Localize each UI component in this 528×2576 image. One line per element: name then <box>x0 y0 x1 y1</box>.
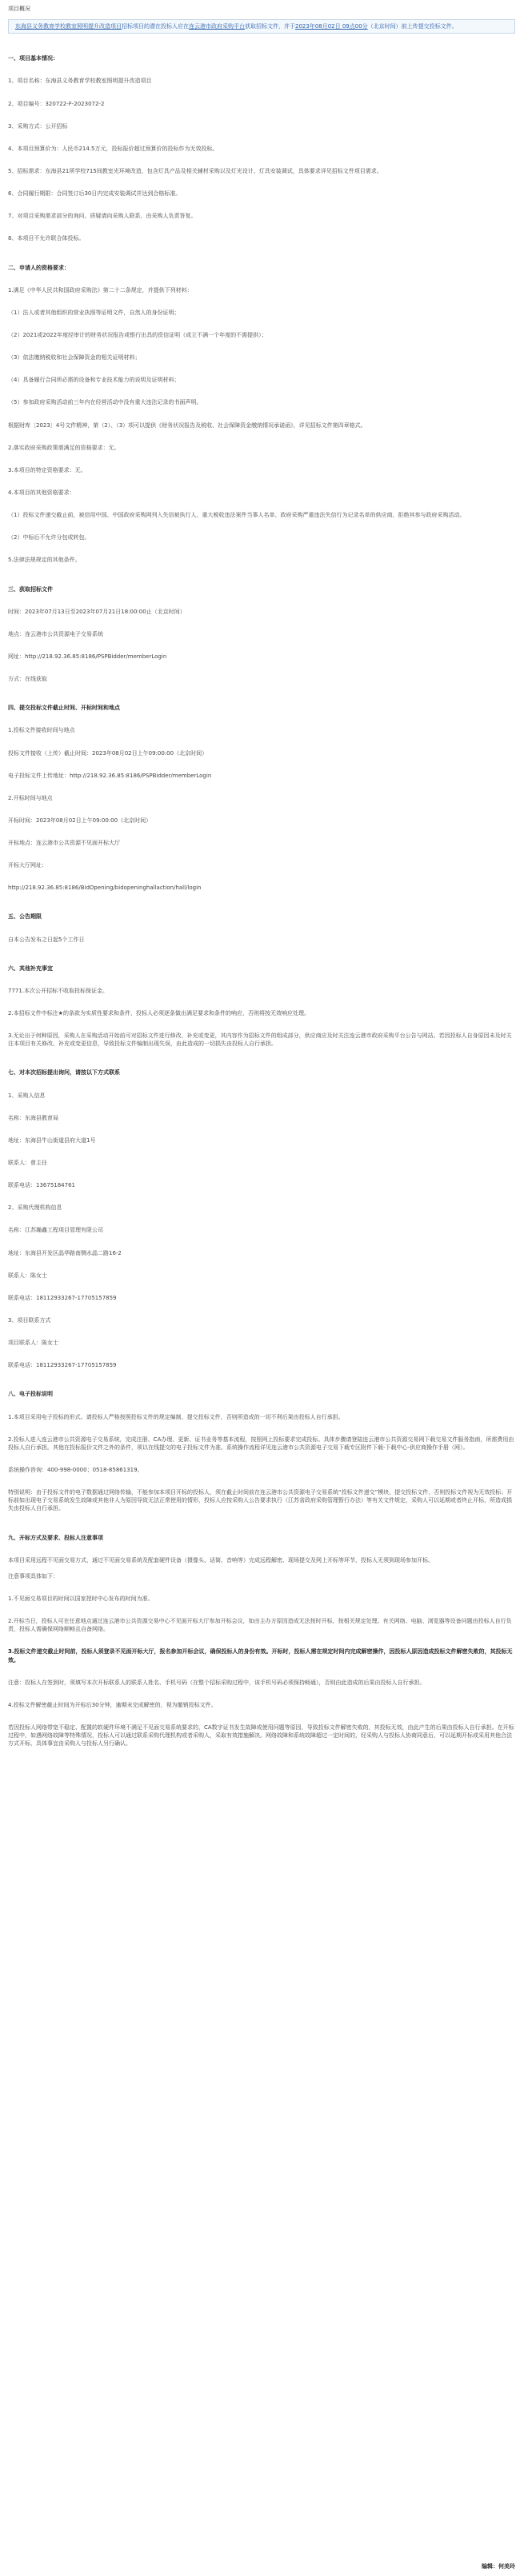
section-period: 五、公告期限 <box>8 913 42 921</box>
paragraph: 1、项目名称：东海县义务教育学校教室照明提升改造项目 <box>8 78 152 85</box>
paragraph: 1.投标文件接收时间与地点 <box>8 727 75 734</box>
paragraph: 3、项目联系方式 <box>8 1317 51 1324</box>
paragraph: 开标时间：2023年08月02日上午09:00:00（北京时间） <box>8 817 152 824</box>
paragraph: （1）法人或者其他组织的营业执照等证明文件，自然人的身份证明； <box>8 309 180 316</box>
paragraph: 投标文件接收（上传）截止时间：2023年08月02日上午09:00:00（北京时间） <box>8 749 208 757</box>
overview-text: （北京时间）前上传提交投标文件。 <box>367 23 458 30</box>
paragraph: 2.开标时间与地点 <box>8 794 53 801</box>
paragraph: 6、合同履行期限：合同签订后30日内完成安装调试并达到合格标准。 <box>8 190 182 198</box>
paragraph: 地址：东海县牛山街道县府大道1号 <box>8 1136 96 1144</box>
paragraph: 联系电话：18112933267-17705157859 <box>8 1362 117 1369</box>
paragraph: （4）具备履行合同所必需的设备和专业技术能力的说明及证明材料； <box>8 377 180 384</box>
paragraph: 若因投标人网络带宽不稳定、配置的软硬件环境不满足不见面交易系统要求的，CA数字证书发生故障或使用问题等原因，导致投标文件解密失败的，其投标无效，由此产生的后果由投标人自行承担。在开标过程中，如遇网络故障等特殊情况，投标人可以通过联系采购代理机构或者采购人，采取有效措施解决。网络故障和系统故障超过一定时间的，经采购人与投标人协商同意后，可以延期开标或采用其他合法方式开标，具体事宜由采购人与投标人另行确认。 <box>8 1723 514 1747</box>
paragraph: （5）参加政府采购活动前三年内在经营活动中没有重大违法记录的书面声明。 <box>8 399 202 406</box>
overview-text: 招标项目的潜在投标人应在 <box>122 23 189 30</box>
paragraph: 根据财库〔2023〕4号文件精神，第（2）、（3）项可以提供《财务状况报告及税收、社会保障资金缴纳情况承诺函》，详见招标文件第四章格式。 <box>8 421 366 429</box>
editor-credit: 编辑：何美玲 <box>482 2563 515 2570</box>
paragraph: 地点：连云港市公共资源电子交易系统 <box>8 630 103 637</box>
paragraph: 地址：东海县开发区晶华路南侧水晶二路16-2 <box>8 1249 122 1256</box>
paragraph: （3）依法缴纳税收和社会保障资金的相关证明材料； <box>8 354 141 361</box>
overview-box <box>8 19 515 34</box>
paragraph-emphasis: 3.投标文件递交截止时间前，投标人须登录不见面开标大厅，报名参加开标会议，确保投标人的身份有效。开标时，投标人需在规定时间内完成解密操作，因投标人原因造成投标文件解密失败的，其投标无效。 <box>8 1648 513 1663</box>
section-obtain-docs: 三、获取招标文件 <box>8 585 53 593</box>
hall-url: http://218.92.36.85:8186/BidOpening/bidopeninghallaction/hall/login <box>8 885 202 892</box>
paragraph: 2、项目编号：320722-F-2023072-2 <box>8 100 105 107</box>
paragraph: 5.法律法规规定的其他条件。 <box>8 557 81 564</box>
paragraph: 联系电话：18112933267-17705157859 <box>8 1294 117 1301</box>
paragraph: 联系人：陈女士 <box>8 1272 47 1279</box>
paragraph: 注意：投标人在签到时，须填写本次开标联系人的联系人姓名、手机号码（在整个招标采购过程中，该手机号码必须保持畅通），否则由此造成的后果由投标人自行承担。 <box>8 1679 426 1686</box>
paragraph: 项目联系人：陈女士 <box>8 1340 58 1347</box>
paragraph: 1.本项目采用电子投标的形式。请投标人严格按照投标文件的规定编制、提交投标文件，否则所造成的一切不利后果由投标人自行承担。 <box>8 1413 344 1420</box>
paragraph: 联系电话：13675184761 <box>8 1182 75 1189</box>
overview-text: 获取招标文件，并于 <box>245 23 295 30</box>
paragraph: 本项目采用远程不见面交易方式，通过不见面交易系统及配套硬件设备（摄像头、话筒、音响等）完成远程解密、现场提交及网上开标等环节，投标人无须到现场参加开标。 <box>8 1556 434 1564</box>
paragraph: 开标大厅网址： <box>8 862 47 869</box>
section-qualification: 二、申请人的资格要求： <box>8 264 70 271</box>
paragraph: 网址：http://218.92.36.85:8186/PSPBidder/memberLogin <box>8 653 167 660</box>
paragraph: （1）投标文件递交截止前，被信用中国、中国政府采购网列入失信被执行人、重大税收违法案件当事人名单、政府采购严重违法失信行为记录名单的供应商，拒绝其参与政府采购活动。 <box>8 512 466 519</box>
section-basic-info: 一、项目基本情况： <box>8 55 58 62</box>
paragraph: 特别说明：由于投标文件的电子数据通过网络传输，不能参加本项目开标的投标人，须在截止时间前在连云港市公共资源电子交易系统“投标文件递交”模块，提交投标文件，否则投标文件视为无效投标；开标前如出现电子交易系统发生故障或其他非人为原因导致无法正常使用的情形，投标人应按采购人公告要求执行（江苏省政府采购管理暂行办法）等有关文件规定，采购人可以延期或者终止开标，所造成损失由投标人自行承担。 <box>8 1489 513 1512</box>
paragraph: 4、本项目预算价为：人民币214.5万元，投标报价超过预算价的投标作为无效投标。 <box>8 145 218 152</box>
section-contact: 七、对本次招标提出询问，请按以下方式联系 <box>8 1069 120 1076</box>
paragraph: （2）中标后不允许分包或转包。 <box>8 534 90 541</box>
paragraph: 注意事项具体如下： <box>8 1572 58 1580</box>
paragraph: 2.本招标文件中标注★的条款为实质性要求和条件，投标人必须逐条做出满足要求和条件的响应，否则将按无效响应处理。 <box>8 1010 310 1017</box>
paragraph: 1.不见面交易项目的时间以国家授时中心发布的时间为准。 <box>8 1595 154 1602</box>
section-e-bidding: 八、电子投标说明 <box>8 1391 53 1398</box>
paragraph: 2.投标人进入连云港市公共资源电子交易系统，完成注册、CA办理、更新、证书业务等基本流程，按照网上投标要求完成投标。具体步骤请登陆连云港市公共资源交易网下载交易文件服务指南，所需费用由投标人自行承担。其他在投标报价文件之外的条件，须以在线提交的电子投标文件为准。系统操作流程详见连云港市公共资源电子交易下载专区附件下载-下载中心-供应商操作手册（网）。 <box>8 1436 514 1451</box>
paragraph: 4.本项目的其他资格要求： <box>8 489 75 496</box>
section-other: 六、其他补充事宜 <box>8 965 53 972</box>
paragraph: 方式：在线获取 <box>8 676 47 683</box>
paragraph: 5、招标需求：东海县21所学校715间教室光环境改造，包含灯具产品及相关辅材采购以及灯光设计、灯具安装调试，具体要求详见招标文件项目需求。 <box>8 167 382 174</box>
paragraph: 4.投标文件解密截止时间为开标后30分钟，逾期未完成解密的，视为撤销投标文件。 <box>8 1701 217 1708</box>
paragraph: 名称：江苏瀚鑫工程项目管理有限公司 <box>8 1227 103 1234</box>
paragraph: 7、对项目采购需求部分的询问、质疑请向采购人联系，由采购人负责答复。 <box>8 213 197 220</box>
platform-link[interactable]: 连云港市政府采购平台 <box>189 23 245 30</box>
section-opening: 九、开标方式及要求、投标人注意事项 <box>8 1534 103 1541</box>
paragraph: 开标地点：连云港市公共资源不见面开标大厅 <box>8 840 120 847</box>
paragraph: 3.无论出于何种原因，采购人在采购活动开始前可对招标文件进行修改、补充或变更，其内容作为招标文件的组成部分，供应商应及时关注连云港市政府采购平台公告与网站。若因投标人自身原因未及时关注本项目有关修改、补充或变更信息，导致投标文件编制出现失误，由此造成的一切损失由投标人自行承担。 <box>8 1032 512 1048</box>
paragraph: 名称：东海县教育局 <box>8 1114 58 1121</box>
deadline-text: 2023年08月02日 09点00分 <box>295 23 368 30</box>
paragraph: 2、采购代理机构信息 <box>8 1204 62 1212</box>
paragraph: 自本公告发布之日起5个工作日 <box>8 936 85 943</box>
paragraph: 2.落实政府采购政策需满足的资格要求：无。 <box>8 444 120 451</box>
paragraph: 1、采购人信息 <box>8 1092 46 1099</box>
paragraph: 3.本项目的特定资格要求：无。 <box>8 466 86 473</box>
paragraph: 时间：2023年07月13日至2023年07月21日18:00:00止（北京时间） <box>8 608 186 615</box>
paragraph: 系统操作咨询：400-998-0000；0518-85861319。 <box>8 1467 143 1473</box>
paragraph: 3、采购方式：公开招标 <box>8 122 68 130</box>
section-submission: 四、提交投标文件截止时间、开标时间和地点 <box>8 705 120 712</box>
paragraph: （2）2021或2022年度经审计的财务状况报告或银行出具的资信证明（成立不满一个年度的不需提供）； <box>8 331 267 338</box>
paragraph: 2.开标当日，投标人可在任意地点通过连云港市公共资源交易中心不见面开标大厅参加开标会议，如由主办方原因造成无法按时开标，按相关规定处理。有关网络、电脑、浏览器等设备问题由投标人自行负责，投标人需确保网络顺畅且自备网络。 <box>8 1618 512 1633</box>
overview-heading: 项目概况 <box>8 6 30 12</box>
paragraph: 1.满足《中华人民共和国政府采购法》第二十二条规定，并提供下列材料： <box>8 286 193 294</box>
project-name-link[interactable]: 东海县义务教育学校教室照明提升改造项目 <box>15 23 122 30</box>
paragraph: 8、本项目不允许联合体投标。 <box>8 235 85 242</box>
paragraph: 联系人：曾主任 <box>8 1160 47 1167</box>
paragraph: 电子投标文件上传地址：http://218.92.36.85:8186/PSPBidder/memberLogin <box>8 772 212 779</box>
paragraph: 7771.本次公开招标不收取投标保证金。 <box>8 987 109 994</box>
